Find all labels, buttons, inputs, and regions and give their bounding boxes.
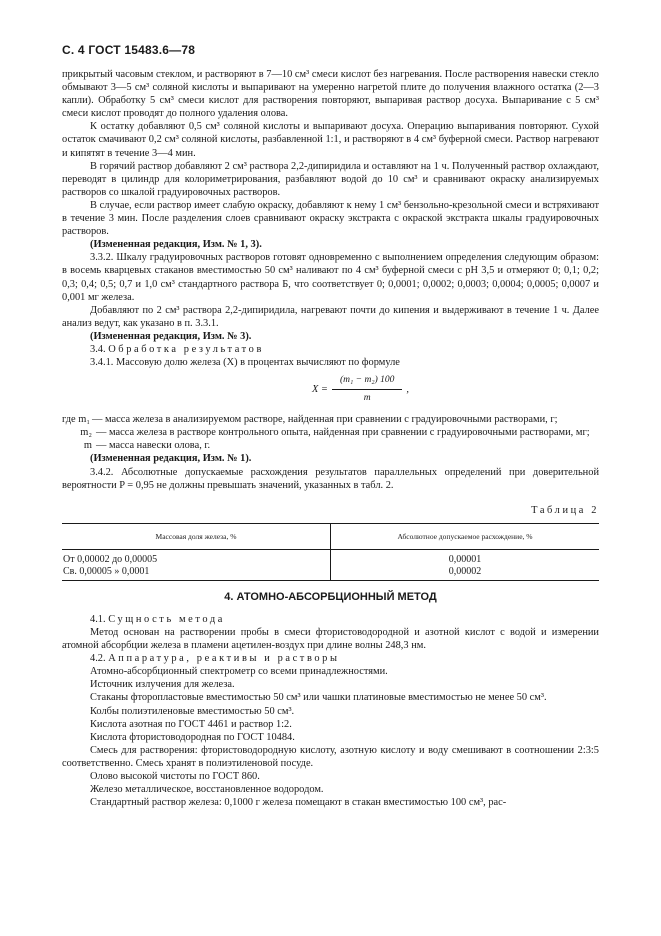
definition-item (62, 439, 599, 452)
table-cell: 0,00001 (331, 549, 600, 566)
formula-numerator: (m₁ − m₂) 100 (332, 374, 402, 390)
table-row (62, 566, 599, 580)
list-item: Олово высокой чистоты по ГОСТ 860. (90, 771, 260, 783)
paragraph-3-4-2: 3.4.2. Абсолютные допускаемые расхождения результатов параллельных определений при доверительной вероятности P = 0,95 не должны превышать значений, указанных в табл. 2. (62, 466, 599, 491)
table-cell: От 0,00002 до 0,00005 (63, 553, 158, 565)
edit-note: (Измененная редакция, Изм. № 1, 3). (90, 239, 262, 251)
formula-lhs: X = (311, 383, 328, 395)
list-item: Колбы полиэтиленовые вместимостью 50 см³. (90, 705, 295, 717)
definition-text: — масса навески олова, г. (96, 440, 211, 452)
formula-denominator: m (363, 392, 371, 403)
heading-number: 4.1. (90, 613, 106, 625)
definition-label: m (83, 440, 92, 452)
paragraph: В случае, если раствор имеет слабую окраску, добавляют к нему 1 см³ бензольно-крезольной смеси и встряхивают в течение 3 мин. После разделения слоев сравнивают окраску экстракта с окраской экстракта шкалы градуировочных растворов. (62, 199, 599, 238)
heading-number: 3.4. (90, 343, 106, 355)
edit-note: (Измененная редакция, Изм. № 3). (90, 330, 252, 342)
list-item: Стандартный раствор железа: 0,1000 г железа помещают в стакан вместимостью 100 см³, рас- (90, 797, 507, 809)
column-header: Абсолютное допускаемое расхождение, % (331, 523, 600, 549)
document-body (62, 68, 599, 809)
edit-note: (Измененная редакция, Изм. № 1). (90, 453, 252, 465)
heading-3-4 (62, 343, 599, 356)
paragraph: В горячий раствор добавляют 2 см³ раствора 2,2-дипиридила и оставляют на 1 ч. Полученный раствор охлаждают, переводят в цилиндр для колориметрирования, разбавляют водой до 10 см³ и сравнивают окраску анализируемых растворов со шкалой градуировочных растворов. (62, 160, 599, 198)
definition-item (62, 426, 599, 439)
list-item: Стаканы фторопластовые вместимостью 50 см³ или чашки платиновые вместимостью не менее 50 см³. (90, 692, 547, 704)
list-item: Кислота азотная по ГОСТ 4461 и раствор 1:2. (90, 718, 292, 730)
paragraph: К остатку добавляют 0,5 см³ соляной кислоты и выпаривают досуха. Операцию выпаривания повторяют. Сухой остаток смачивают 0,2 см³ соляной кислоты, разбавленной 1:1, и растворяют в 4 см³ буферной смеси. Раствор нагревают и кипятят в течение 3—4 мин. (62, 121, 599, 159)
paragraph: Добавляют по 2 см³ раствора 2,2-дипиридила, нагревают почти до кипения и выдерживают в течение 1 ч. Далее анализ ведут, как указано в п. 3.3.1. (62, 304, 599, 329)
heading-4-1 (62, 613, 599, 626)
heading-text: Сущность метода (108, 613, 225, 625)
heading-4-2 (62, 652, 599, 665)
table-cell: Св. 0,00005 » 0,0001 (62, 566, 331, 580)
definition-label: где m₁ (62, 414, 90, 426)
table-2 (62, 523, 599, 581)
heading-number: 4.2. (90, 653, 106, 665)
section-title: 4. АТОМНО-АБСОРБЦИОННЫЙ МЕТОД (224, 590, 437, 603)
definition-item (62, 413, 599, 426)
heading-text: Аппаратура, реактивы и растворы (108, 653, 340, 665)
table-cell: 0,00002 (331, 566, 600, 580)
paragraph: прикрытый часовым стеклом, и растворяют в 7—10 см³ смеси кислот без нагревания. После растворения навески стекло обмывают 3—5 см³ соляной кислоты и выпаривают на умеренно нагретой плите до получения влажного остатка (2—3 капли). Обработку 5 см³ смеси кислот для растворения повторяют, выпаривая раствор досуха. Выпаривание с 5 см³ смеси кислот проводят до полного удаления олова. (62, 69, 599, 120)
formula-tail: , (406, 383, 410, 395)
table-row (62, 549, 599, 566)
paragraph-3-4-1: 3.4.1. Массовую долю железа (X) в процентах вычисляют по формуле (90, 357, 400, 369)
list-item: Атомно-абсорбционный спектрометр со всеми принадлежностями. (90, 666, 388, 678)
definition-text: — масса железа в растворе контрольного опыта, найденная при сравнении с градуировочными растворами, мг; (96, 427, 590, 439)
list-item: Кислота фтористоводородная по ГОСТ 10484. (90, 731, 295, 743)
column-header: Массовая доля железа, % (62, 523, 331, 549)
paragraph: Метод основан на растворении пробы в смеси фтористоводородной и азотной кислот с водой и измерении атомной абсорбции железа в пламени ацетилен-воздух при длине волны 248,3 нм. (62, 627, 599, 652)
paragraph-3-3-2: 3.3.2. Шкалу градуировочных растворов готовят одновременно с выполнением определения следующим образом: в восемь кварцевых стаканов вместимостью 50 см³ наливают по 4 см³ буферной смеси с pH 3,5 и отмеряют 0; 0,1; 0,2; 0,3; 0,4; 0,5; 0,7 и 1,0 см³ стандартного раствора Б, что соответствует 0; 0,0001; 0,0002; 0,0003; 0,0004; 0,0005; 0,0007 и 0,001 мг железа. (62, 252, 599, 303)
page-header: С. 4 ГОСТ 15483.6—78 (62, 43, 196, 57)
list-item: Источник излучения для железа. (90, 679, 235, 691)
definition-label: m₂ (80, 427, 92, 439)
table-header-row (62, 523, 599, 549)
list-item: Железо металлическое, восстановленное водородом. (90, 784, 324, 796)
list-item: Смесь для растворения: фтористоводородную кислоту, азотную кислоту и воду смешивают в соотношении 2:3:5 соответственно. Смесь хранят в полиэтиленовой посуде. (62, 744, 599, 769)
heading-text: Обработка результатов (108, 343, 264, 355)
formula (122, 369, 599, 409)
formula-fraction (332, 374, 402, 405)
definition-text: — масса железа в анализируемом растворе, найденная при сравнении с градуировочными растворами, г; (92, 414, 558, 426)
table-title: Таблица 2 (531, 504, 599, 516)
